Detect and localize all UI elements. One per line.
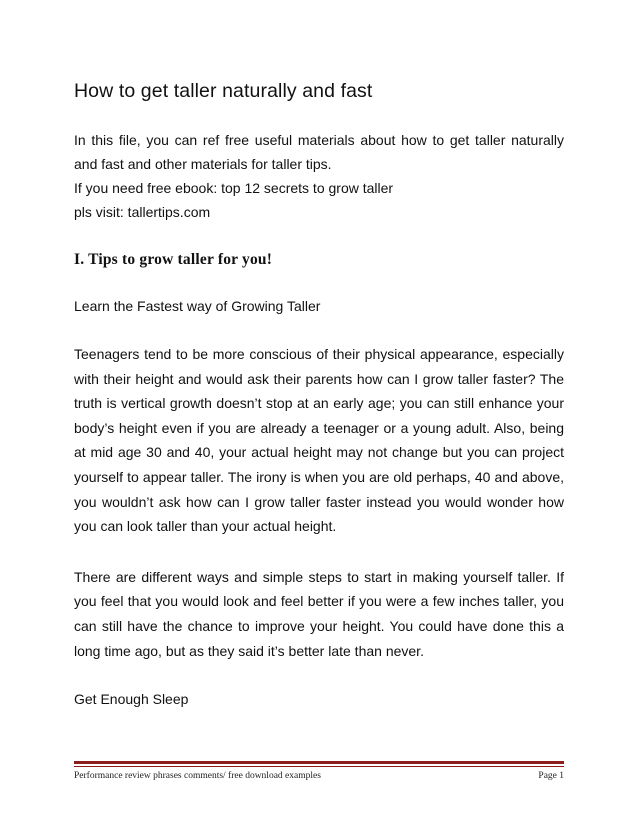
section-heading: I. Tips to grow taller for you! (74, 251, 273, 268)
intro-block (74, 128, 564, 224)
intro-line-3: pls visit: tallertips.com (74, 204, 211, 220)
footer-rule-thin (74, 766, 564, 767)
document-title: How to get taller naturally and fast (74, 80, 373, 102)
footer-page-number: Page 1 (538, 771, 564, 781)
paragraph-teenagers: Teenagers tend to be more conscious of their physical appearance, especially with their height and would ask their parents how can I grow taller faster? The truth is vertical growth doesn’t stop at an early age; you can still enhance your body’s height even if you are already a teenager or a young adult. Also, being at mid age 30 and 40, your actual height may not change but you can project yourself to appear taller. The irony is when you are old perhaps, 40 and above, you wouldn’t ask how can I grow taller faster instead you would wonder how you can look taller than your actual height. (74, 346, 564, 535)
paragraph-different-ways: There are different ways and simple steps to start in making yourself taller. If you feel that you would look and feel better if you were a few inches taller, you can still have the chance to improve your height. You could have done this a long time ago, but as they said it’s better late than never. (74, 568, 564, 659)
footer-row (74, 770, 564, 782)
subheading-fastest-way: Learn the Fastest way of Growing Taller (74, 298, 321, 314)
page-content (74, 78, 564, 709)
subheading-sleep: Get Enough Sleep (74, 691, 189, 708)
footer-left-text: Performance review phrases comments/ free download examples (74, 771, 321, 781)
footer-rule-thick (74, 761, 564, 764)
intro-line-2: If you need free ebook: top 12 secrets to grow taller (74, 180, 394, 196)
intro-line-1: In this file, you can ref free useful materials about how to get taller naturally and fast and other materials for taller tips. (74, 132, 564, 172)
page-footer (74, 761, 564, 782)
